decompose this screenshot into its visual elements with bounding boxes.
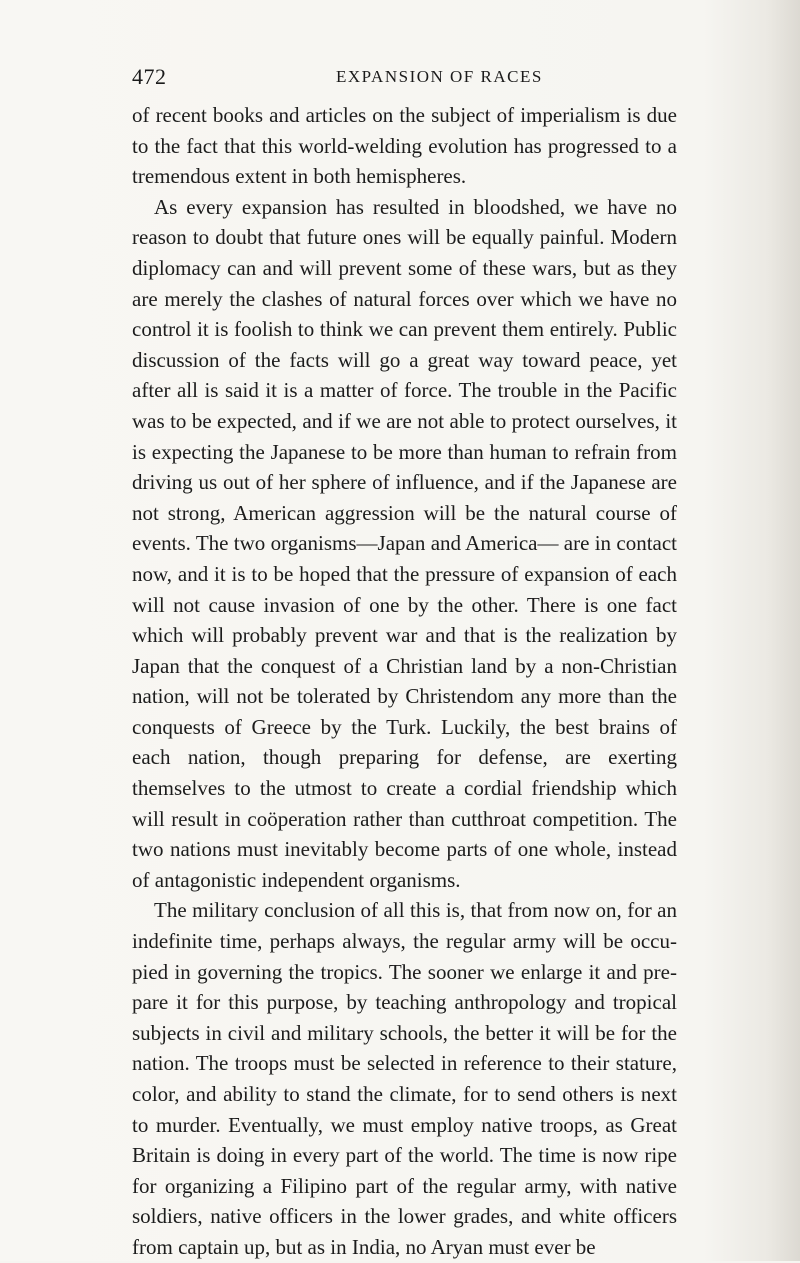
body-text: [132, 100, 677, 1263]
page-number: 472: [132, 64, 167, 89]
page-header: [132, 64, 662, 94]
paragraph-expansion-bloodshed: As every expansion has resulted in bloodshed, we have no reason to doubt that future ones will be equally painful. Modern diplomacy can and will prevent some of these wars, but as they are merely the clashes of natural forces over which we have no control it is foolish to think we can prevent them entirely. Public discussion of the facts will go a great way toward peace, yet after all is said it is a matter of force. The trouble in the Pacific was to be expected, and if we are not able to protect ourselves, it is expecting the Japanese to be more than human to refrain from driving us out of her sphere of influence, and if the Japanese are not strong, American aggression will be the natural course of events. The two organisms—Japan and America— are in contact now, and it is to be hoped that the pressure of expansion of each will not cause invasion of one by the other. There is one fact which will probably prevent war and that is the realization by Japan that the conquest of a Christian land by a non-Christian nation, will not be tolerated by Christendom any more than the conquests of Greece by the Turk. Luckily, the best brains of each nation, though preparing for defense, are exerting themselves to the utmost to create a cordial friendship which will result in coöperation rather than cutthroat competition. The two nations must inevitably become parts of one whole, instead of antagonistic independent organisms.: [132, 194, 677, 892]
paragraph-military-conclusion: The military conclusion of all this is, that from now on, for an indefinite time, perhaps always, the regular army will be occupied in governing the tropics. The sooner we enlarge it and prepare it for this purpose, by teaching anthropology and tropical subjects in civil and military schools, the better it will be for the nation. The troops must be selected in reference to their stature, color, and ability to stand the climate, for to send others is next to murder. Eventually, we must employ native troops, as Great Britain is doing in every part of the world. The time is now ripe for organizing a Filipino part of the regular army, with native soldiers, native officers in the lower grades, and white officers from captain up, but as in India, no Aryan must ever be: [132, 898, 677, 1259]
running-head: EXPANSION OF RACES: [336, 67, 543, 86]
paragraph-continued: of recent books and articles on the subject of imperialism is due to the fact that this world-welding evolution has progressed to a tremendous extent in both hemispheres.: [132, 103, 677, 189]
